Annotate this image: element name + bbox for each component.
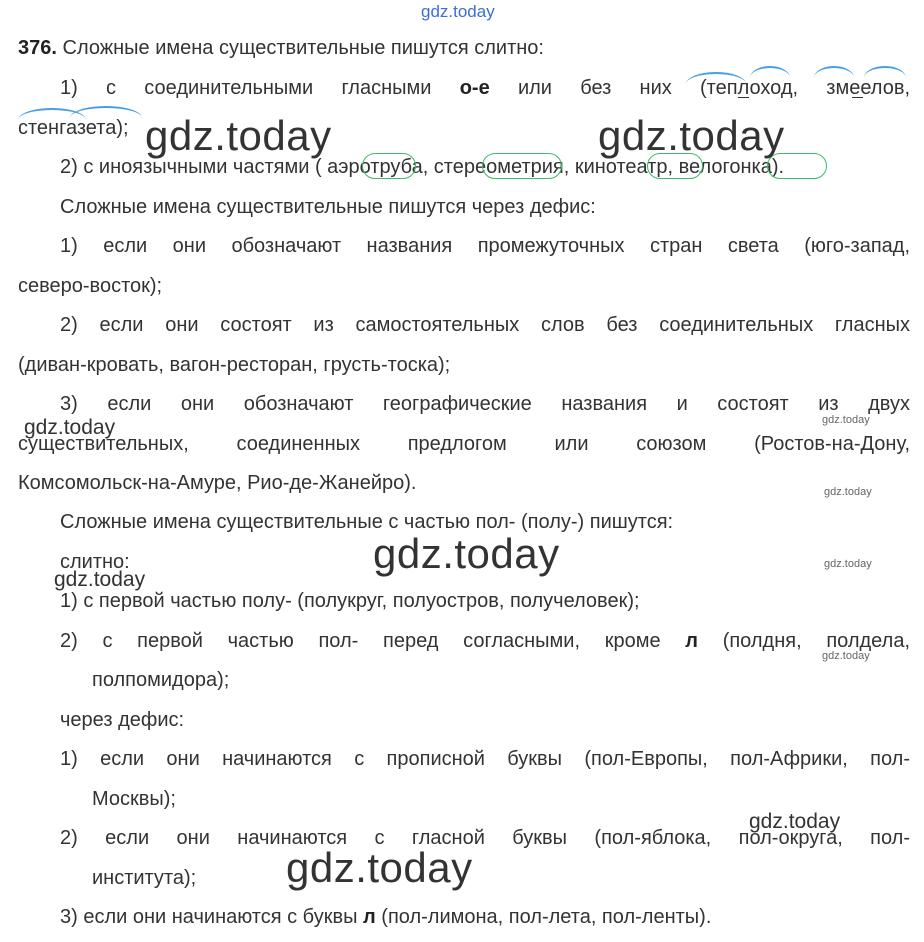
- pol-hyphen-rule-3-c: (пол-лимона, пол-лета, пол-ленты).: [375, 906, 712, 928]
- root-arc-gazeta: [70, 106, 142, 118]
- watermark-small-1: gdz.today: [822, 414, 870, 426]
- pol-hyphen-rule-2: 2) если они начинаются с гласной буквы (пол-яблока, пол-округа, пол-: [60, 827, 910, 849]
- rule-1-continuation: стенгазета);: [18, 117, 129, 139]
- watermark-mid-1: gdz.today: [24, 416, 116, 439]
- hyphen-rule-3-cont: существительных, соединенных предлогом или союзом (Ростов-на-Дону,: [18, 433, 910, 455]
- watermark-mid-3: gdz.today: [749, 810, 841, 833]
- pol-hyphen-rule-1-cont: Москвы);: [92, 788, 176, 810]
- together-rule-2-letter: л: [685, 630, 698, 652]
- watermark-small-4: gdz.today: [822, 650, 870, 662]
- hyphen-rule-3: 3) если они обозначают географические названия и состоят из двух: [60, 393, 910, 415]
- pol-hyphen-rule-3-letter: л: [363, 906, 376, 928]
- hyphen-heading: Сложные имена существительные пишутся через дефис:: [60, 196, 596, 218]
- root-arc-khod: [750, 66, 790, 78]
- watermark-top: gdz.today: [421, 2, 495, 21]
- heading-text: Сложные имена существительные пишутся слитно:: [56, 37, 544, 59]
- exercise-heading: [18, 36, 544, 60]
- hyphen-rule-1-cont: северо-восток);: [18, 275, 163, 297]
- root-arc-tepl: [686, 72, 746, 84]
- watermark-big-1: gdz.today: [145, 112, 332, 159]
- hyphen-rule-2-cont: (диван-кровать, вагон-ресторан, грусть-тоска);: [18, 354, 451, 376]
- hyphen-rule-3-end: Комсомольск-на-Амуре, Рио-де-Жанейро).: [18, 472, 417, 494]
- watermark-big-2: gdz.today: [598, 112, 785, 159]
- together-rule-2-c: (полдня, полдела,: [698, 630, 910, 652]
- watermark-big-3: gdz.today: [373, 530, 560, 577]
- together-rule-2: [60, 629, 910, 653]
- rule-1-vowels: о-е: [459, 77, 490, 99]
- rule-1-text-c: или без них (теплоход, змеелов,: [489, 77, 911, 99]
- rule-2-line: 2) с иноязычными частями ( аэротруба, стереометрия, кинотеатр, велогонка).: [60, 156, 785, 178]
- together-rule-2-a: 2) с первой частью пол- перед согласными, кроме: [60, 630, 686, 652]
- pol-heading: Сложные имена существительные с частью пол- (полу-) пишутся:: [60, 511, 674, 533]
- pol-hyphen-rule-1: 1) если они начинаются с прописной буквы (пол-Европы, пол-Африки, пол-: [60, 748, 910, 770]
- watermark-small-3: gdz.today: [824, 558, 872, 570]
- together-rule-1: 1) с первой частью полу- (полукруг, полуостров, получеловек);: [60, 590, 640, 612]
- watermark-small-2: gdz.today: [824, 486, 872, 498]
- together-label: слитно:: [60, 551, 130, 573]
- root-arc-lov: [864, 66, 906, 78]
- root-oval-stereo: [482, 153, 562, 179]
- hyphen-rule-1: 1) если они обозначают названия промежуточных стран света (юго-запад,: [60, 235, 910, 257]
- root-oval-aero: [362, 153, 416, 179]
- watermark-big-4: gdz.today: [286, 844, 473, 891]
- pol-hyphen-rule-3: [60, 905, 711, 929]
- vowel-underline-o: [738, 96, 749, 98]
- pol-hyphen-rule-3-a: 3) если они начинаются с буквы: [60, 906, 364, 928]
- hyphen-rule-2: 2) если они состоят из самостоятельных слов без соединительных гласных: [60, 314, 910, 336]
- rule-1-text-a: 1) с соединительными гласными: [60, 77, 460, 99]
- pol-hyphen-rule-2-cont: института);: [92, 867, 197, 889]
- exercise-number: 376.: [18, 37, 57, 59]
- vowel-underline-e: [852, 96, 863, 98]
- hyphen-label: через дефис:: [60, 709, 185, 731]
- rule-1-line: [60, 76, 910, 100]
- watermark-mid-2: gdz.today: [54, 568, 146, 591]
- together-rule-2-cont: полпомидора);: [92, 669, 230, 691]
- root-arc-zme: [814, 66, 854, 78]
